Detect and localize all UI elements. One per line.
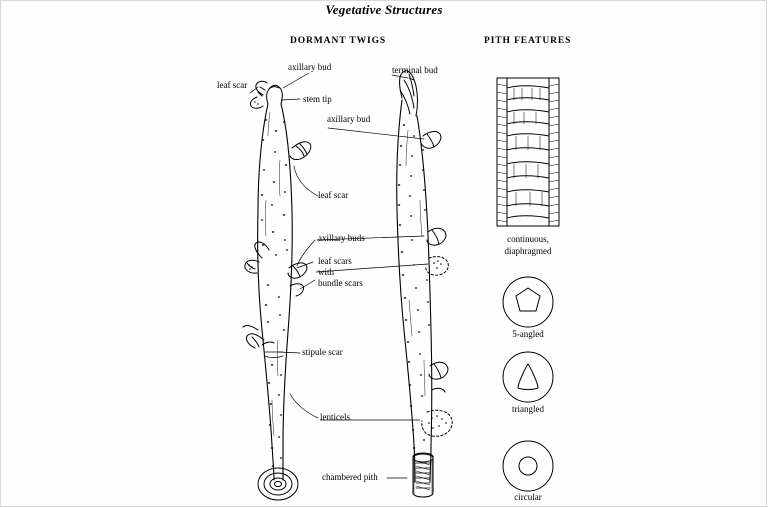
caption-circular: circular	[514, 492, 542, 502]
caption-line-1: continuous,	[507, 234, 549, 244]
label-terminal-bud: terminal bud	[392, 65, 438, 75]
label-lenticels: lenticels	[320, 412, 350, 422]
label-leaf-scar-top: leaf scar	[217, 80, 248, 90]
caption-five-angled: 5-angled	[512, 329, 544, 339]
label-with: with	[318, 267, 335, 277]
label-leaf-scar-mid: leaf scar	[318, 190, 349, 200]
label-stipule-scar: stipule scar	[302, 347, 343, 357]
label-bundle-scars: bundle scars	[318, 278, 363, 288]
page-title: Vegetative Structures	[325, 2, 443, 17]
section-heading-pith-features: PITH FEATURES	[484, 36, 572, 46]
label-leaf-scars: leaf scars	[318, 256, 352, 266]
label-axillary-bud-right: axillary bud	[327, 114, 371, 124]
caption-continuous-diaphragmed	[468, 234, 588, 257]
section-heading-dormant-twigs: DORMANT TWIGS	[290, 36, 387, 46]
label-axillary-buds: axillary buds	[318, 233, 365, 243]
label-chambered-pith: chambered pith	[322, 472, 378, 482]
caption-triangled: triangled	[512, 404, 544, 414]
label-stem-tip: stem tip	[303, 94, 332, 104]
label-axillary-bud-top: axillary bud	[288, 62, 332, 72]
caption-line-2: diaphragmed	[504, 245, 552, 256]
